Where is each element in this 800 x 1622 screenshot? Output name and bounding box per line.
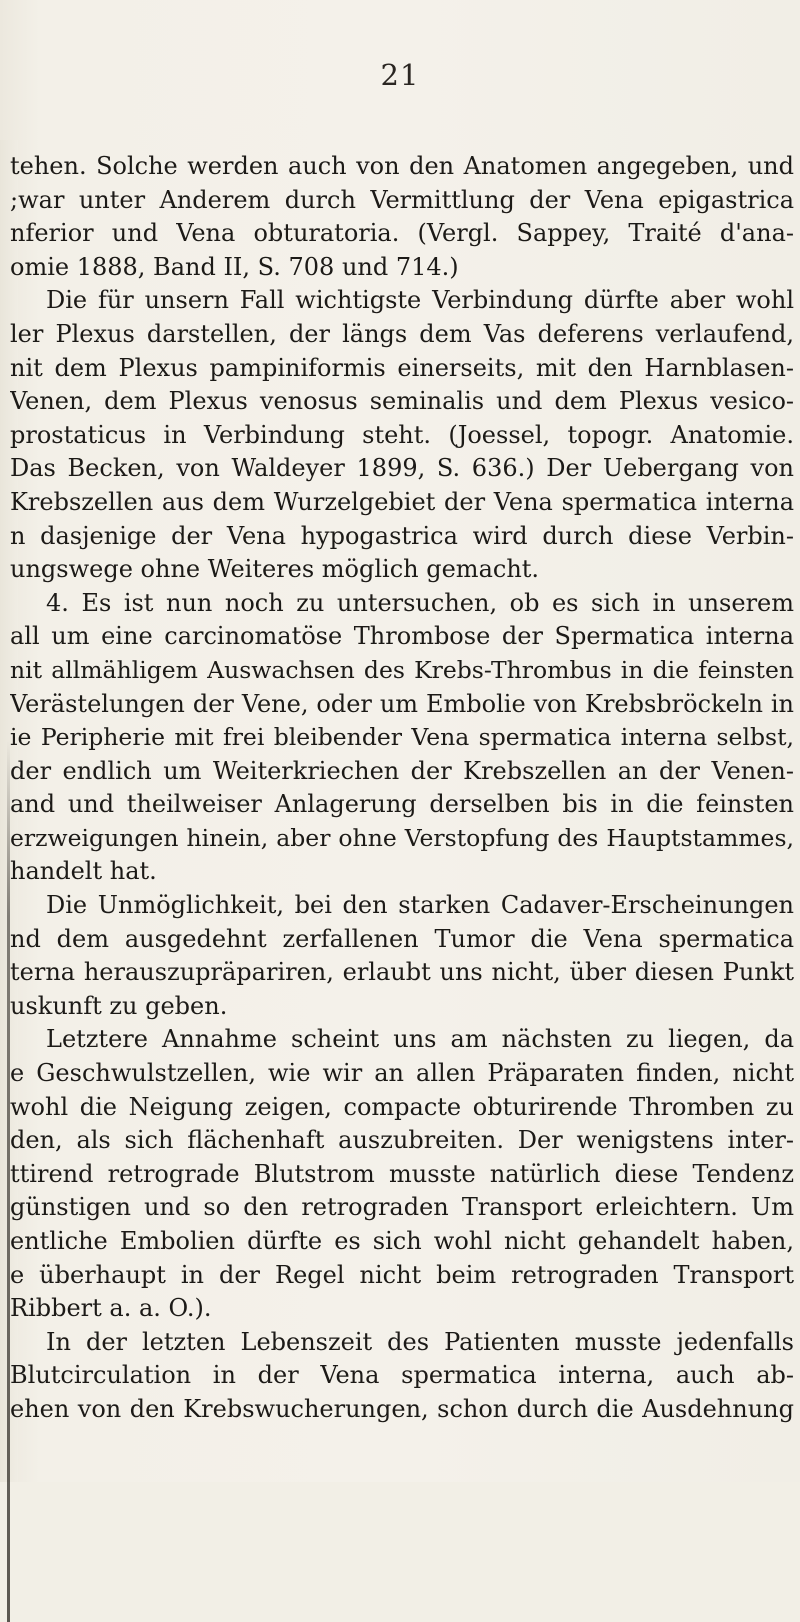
text-line: handelt hat.: [10, 857, 157, 886]
text-line: nit dem Plexus pampiniformis einerseits, mit den Harnblasen-: [10, 353, 794, 382]
text-line: ;war unter Anderem durch Vermittlung der Vena epigastrica: [10, 185, 794, 214]
text-line: e Geschwulstzellen, wie wir an allen Präparaten finden, nicht: [10, 1059, 794, 1088]
text-line: Blutcirculation in der Vena spermatica interna, auch ab-: [10, 1361, 794, 1390]
text-line: Letztere Annahme scheint uns am nächsten zu liegen, da: [46, 1025, 794, 1054]
body-text: [10, 150, 794, 1427]
text-line: e überhaupt in der Regel nicht beim retrograden Transport: [10, 1260, 794, 1289]
text-line: ie Peripherie mit frei bleibender Vena spermatica interna selbst,: [10, 723, 794, 752]
text-line: nit allmähligem Auswachsen des Krebs-Thrombus in die feinsten: [10, 655, 794, 684]
text-line: ttirend retrograde Blutstrom musste natürlich diese Tendenz: [10, 1159, 794, 1188]
text-line: n dasjenige der Vena hypogastrica wird durch diese Verbin-: [10, 521, 794, 550]
text-line: tehen. Solche werden auch von den Anatomen angegeben, und: [10, 152, 794, 180]
text-line: ler Plexus darstellen, der längs dem Vas deferens verlaufend,: [10, 319, 794, 348]
text-line: erzweigungen hinein, aber ohne Verstopfung des Hauptstammes,: [10, 823, 794, 852]
text-line: and und theilweiser Anlagerung derselben bis in die feinsten: [10, 790, 794, 819]
text-line: omie 1888, Band II, S. 708 und 714.): [10, 252, 459, 281]
text-line: Krebszellen aus dem Wurzelgebiet der Vena spermatica interna: [10, 487, 794, 516]
text-line: Venen, dem Plexus venosus seminalis und dem Plexus vesico-: [10, 387, 794, 416]
text-line: Ribbert a. a. O.).: [10, 1294, 212, 1323]
text-line: Die für unsern Fall wichtigste Verbindung dürfte aber wohl: [46, 286, 794, 315]
text-line: 4. Es ist nun noch zu untersuchen, ob es sich in unserem: [46, 588, 794, 617]
text-line: entliche Embolien dürfte es sich wohl nicht gehandelt haben,: [10, 1227, 794, 1255]
text-line: Verästelungen der Vene, oder um Embolie von Krebsbröckeln in: [10, 689, 794, 718]
text-line: der endlich um Weiterkriechen der Krebszellen an der Venen-: [10, 756, 794, 785]
text-line: nferior und Vena obturatoria. (Vergl. Sappey, Traité d'ana-: [10, 219, 794, 248]
text-line: Das Becken, von Waldeyer 1899, S. 636.) Der Uebergang von: [10, 454, 794, 483]
text-line: In der letzten Lebenszeit des Patienten musste jedenfalls: [46, 1327, 794, 1356]
page-number: 21: [380, 58, 420, 92]
text-line: prostaticus in Verbindung steht. (Joessel, topogr. Anatomie.: [10, 420, 794, 449]
text-line: Die Unmöglichkeit, bei den starken Cadaver-Erscheinungen: [46, 891, 794, 920]
text-line: all um eine carcinomatöse Thrombose der Spermatica interna: [10, 622, 794, 651]
text-line: den, als sich flächenhaft auszubreiten. Der wenigstens inter-: [10, 1126, 794, 1155]
text-line: uskunft zu geben.: [10, 991, 228, 1020]
text-line: ehen von den Krebswucherungen, schon durch die Ausdehnung: [10, 1394, 794, 1423]
text-line: terna herauszupräpariren, erlaubt uns nicht, über diesen Punkt: [10, 958, 794, 987]
text-line: günstigen und so den retrograden Transport erleichtern. Um: [10, 1193, 794, 1222]
text-line: nd dem ausgedehnt zerfallenen Tumor die Vena spermatica: [10, 924, 794, 953]
text-line: ungswege ohne Weiteres möglich gemacht.: [10, 555, 540, 584]
text-line: wohl die Neigung zeigen, compacte obturirende Thromben zu: [10, 1092, 794, 1121]
